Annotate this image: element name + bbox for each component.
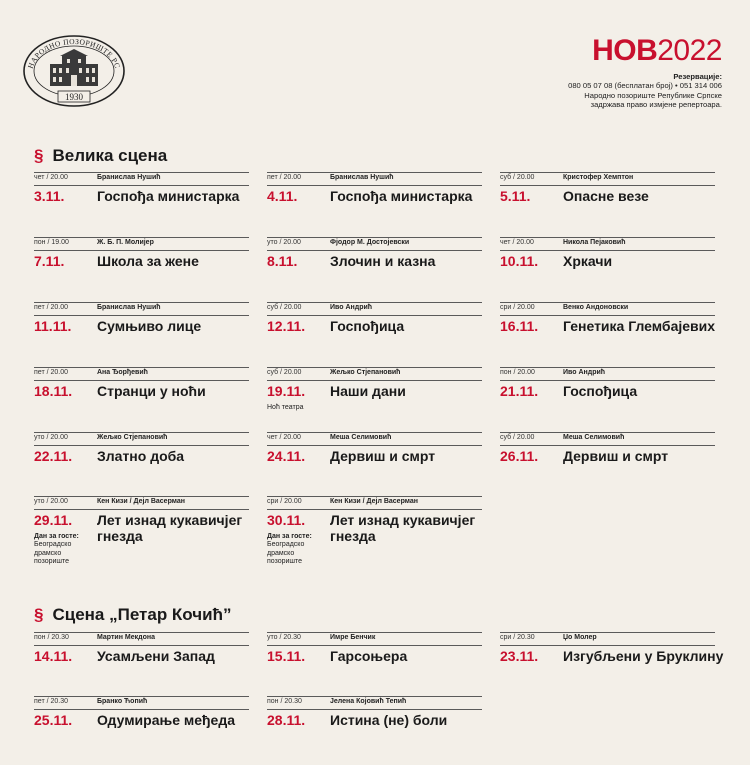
event-note (267, 404, 325, 412)
event-title: Генетика Глембајевих (563, 318, 716, 334)
event-date: 4.11. (267, 188, 298, 204)
event-author: Бранко Ћопић (97, 698, 148, 705)
event-note-text: Београдско драмско позориште (34, 541, 72, 566)
event-date: 11.11. (34, 318, 72, 334)
event-title: Изгубљени у Бруклину (563, 648, 724, 664)
event-day-time: чет / 20.00 (34, 174, 68, 181)
event-title: Опасне везе (563, 188, 649, 204)
event-day-time: пон / 19.00 (34, 239, 69, 246)
event-block (34, 632, 249, 664)
event-meta-bar (267, 432, 482, 446)
event-title: Одумирање међеда (97, 712, 236, 728)
event-meta-bar (267, 302, 482, 316)
reservation-label: Резервације: (673, 72, 722, 81)
event-meta-bar (34, 237, 249, 251)
event-author: Јелена Којовић Тепић (330, 698, 407, 705)
event-note-text: Ноћ театра (267, 404, 304, 411)
event-block (267, 367, 482, 411)
svg-text:1930: 1930 (65, 92, 83, 102)
month-year: 2022 (657, 34, 722, 67)
event-day-time: уто / 20.30 (267, 634, 301, 641)
event-author: Имре Бенчик (330, 634, 376, 641)
event-title: Госпођа министарка (97, 188, 240, 204)
event-day-time: пон / 20.00 (500, 369, 535, 376)
svg-text:НАРОДНО ПОЗОРИШТЕ РС: НАРОДНО ПОЗОРИШТЕ РС (25, 36, 123, 70)
event-author: Никола Пејаковић (563, 239, 626, 246)
event-block (500, 237, 715, 269)
event-note-label: Дан за госте: (267, 533, 312, 540)
event-title: Госпођица (563, 383, 638, 399)
event-author: Бранислав Нушић (97, 174, 161, 181)
event-author: Кен Кизи / Дејл Васерман (97, 498, 185, 505)
event-day-time: пет / 20.00 (267, 174, 302, 181)
month-title (592, 36, 722, 66)
event-meta-bar (500, 432, 715, 446)
event-block (34, 496, 249, 566)
event-author: Жељко Стјепановић (330, 369, 401, 376)
event-note (267, 533, 325, 567)
event-date: 22.11. (34, 448, 73, 464)
event-block (267, 237, 482, 269)
event-title: Дервиш и смрт (563, 448, 669, 464)
event-title: Усамљени Запад (97, 648, 215, 664)
event-meta-bar (34, 432, 249, 446)
event-meta-bar (34, 367, 249, 381)
event-date: 28.11. (267, 712, 306, 728)
event-date: 14.11. (34, 648, 73, 664)
event-block (34, 432, 249, 464)
event-author: Џо Молер (563, 634, 597, 641)
event-day-time: уто / 20.00 (34, 498, 68, 505)
event-block (267, 432, 482, 464)
event-date: 16.11. (500, 318, 539, 334)
event-block (34, 237, 249, 269)
event-day-time: суб / 20.00 (267, 304, 302, 311)
event-author: Бранислав Нушић (97, 304, 161, 311)
event-title: Лет изнад кукавичјег гнезда (330, 512, 476, 544)
event-note (34, 533, 92, 567)
event-day-time: пон / 20.30 (267, 698, 302, 705)
event-block (267, 496, 482, 566)
event-block (267, 696, 482, 728)
event-date: 12.11. (267, 318, 306, 334)
event-block (500, 632, 724, 664)
event-date: 18.11. (34, 383, 73, 399)
event-block (500, 172, 715, 204)
event-title: Лет изнад кукавичјег гнезда (97, 512, 243, 544)
event-meta-bar (267, 632, 482, 646)
event-day-time: суб / 20.00 (500, 434, 535, 441)
event-author: Бранислав Нушић (330, 174, 394, 181)
event-title: Госпођа министарка (330, 188, 473, 204)
event-title: Наши дани (330, 383, 406, 399)
event-block (34, 696, 249, 728)
event-author: Венко Андоновски (563, 304, 629, 311)
event-author: Кристофер Хемптон (563, 174, 634, 181)
event-meta-bar (500, 367, 715, 381)
event-meta-bar (267, 172, 482, 186)
event-title: Хркачи (563, 253, 613, 269)
theatre-logo (22, 34, 126, 108)
event-meta-bar (500, 302, 715, 316)
event-meta-bar (267, 696, 482, 710)
event-title: Госпођица (330, 318, 405, 334)
event-block (34, 367, 249, 399)
event-title: Злочин и казна (330, 253, 436, 269)
event-date: 29.11. (34, 512, 73, 528)
event-day-time: пет / 20.30 (34, 698, 69, 705)
event-date: 24.11. (267, 448, 306, 464)
event-author: Меша Селимовић (330, 434, 392, 441)
event-title: Дервиш и смрт (330, 448, 436, 464)
event-author: Ана Ђорђевић (97, 369, 148, 376)
event-day-time: уто / 20.00 (267, 239, 301, 246)
event-block (500, 302, 716, 334)
event-title: Истина (не) боли (330, 712, 448, 728)
event-note-label: Дан за госте: (34, 533, 79, 540)
event-date: 15.11. (267, 648, 306, 664)
section-title-kocic-stage: § Сцена „Петар Кочић” (34, 605, 232, 624)
event-meta-bar (500, 172, 715, 186)
section-title-main-stage: § Велика сцена (34, 146, 168, 165)
event-date: 5.11. (500, 188, 531, 204)
event-author: Иво Андрић (330, 304, 373, 311)
event-meta-bar (34, 696, 249, 710)
event-date: 26.11. (500, 448, 539, 464)
event-author: Кен Кизи / Дејл Васерман (330, 498, 418, 505)
event-date: 21.11. (500, 383, 539, 399)
event-day-time: уто / 20.00 (34, 434, 68, 441)
event-title: Сумњиво лице (97, 318, 202, 334)
event-date: 8.11. (267, 253, 298, 269)
event-meta-bar (34, 302, 249, 316)
notice-line-2: задржава право измјене репертоара. (590, 100, 722, 110)
event-meta-bar (267, 367, 482, 381)
event-block (500, 432, 715, 464)
event-date: 23.11. (500, 648, 539, 664)
month-name: НОВ (592, 34, 658, 67)
event-title: Школа за жене (97, 253, 199, 269)
event-day-time: чет / 20.00 (500, 239, 534, 246)
event-day-time: пет / 20.00 (34, 304, 69, 311)
event-date: 25.11. (34, 712, 73, 728)
event-author: Меша Селимовић (563, 434, 625, 441)
event-meta-bar (267, 496, 482, 510)
event-author: Фјодор М. Достојевски (330, 239, 410, 246)
event-title: Гарсоњера (330, 648, 408, 664)
event-day-time: пет / 20.00 (34, 369, 69, 376)
event-block (267, 172, 482, 204)
notice-line-1: Народно позориште Републике Српске (584, 90, 722, 100)
event-day-time: суб / 20.00 (500, 174, 535, 181)
event-title: Златно доба (97, 448, 185, 464)
event-block (34, 172, 249, 204)
reservation-phones: 080 05 07 08 (бесплатан број) • 051 314 006 (568, 81, 722, 91)
event-date: 10.11. (500, 253, 539, 269)
event-meta-bar (34, 632, 249, 646)
event-day-time: пон / 20.30 (34, 634, 69, 641)
event-author: Иво Андрић (563, 369, 606, 376)
event-day-time: сри / 20.00 (267, 498, 302, 505)
section-mark: § (34, 605, 44, 624)
event-day-time: чет / 20.00 (267, 434, 301, 441)
event-date: 3.11. (34, 188, 65, 204)
event-date: 7.11. (34, 253, 65, 269)
event-meta-bar (34, 496, 249, 510)
event-author: Жељко Стјепановић (97, 434, 168, 441)
event-day-time: сри / 20.30 (500, 634, 535, 641)
event-meta-bar (34, 172, 249, 186)
event-day-time: сри / 20.00 (500, 304, 535, 311)
header-info (482, 72, 722, 110)
event-block (500, 367, 715, 399)
event-author: Ж. Б. П. Молијер (97, 239, 154, 246)
event-meta-bar (500, 632, 715, 646)
event-date: 19.11. (267, 383, 306, 399)
event-block (267, 302, 482, 334)
event-date: 30.11. (267, 512, 306, 528)
section-mark: § (34, 146, 44, 165)
event-day-time: суб / 20.00 (267, 369, 302, 376)
event-title: Странци у ноћи (97, 383, 206, 399)
event-meta-bar (500, 237, 715, 251)
event-note-text: Београдско драмско позориште (267, 541, 305, 566)
event-meta-bar (267, 237, 482, 251)
event-block (34, 302, 249, 334)
event-author: Мартин Мекдона (97, 634, 155, 641)
event-block (267, 632, 482, 664)
